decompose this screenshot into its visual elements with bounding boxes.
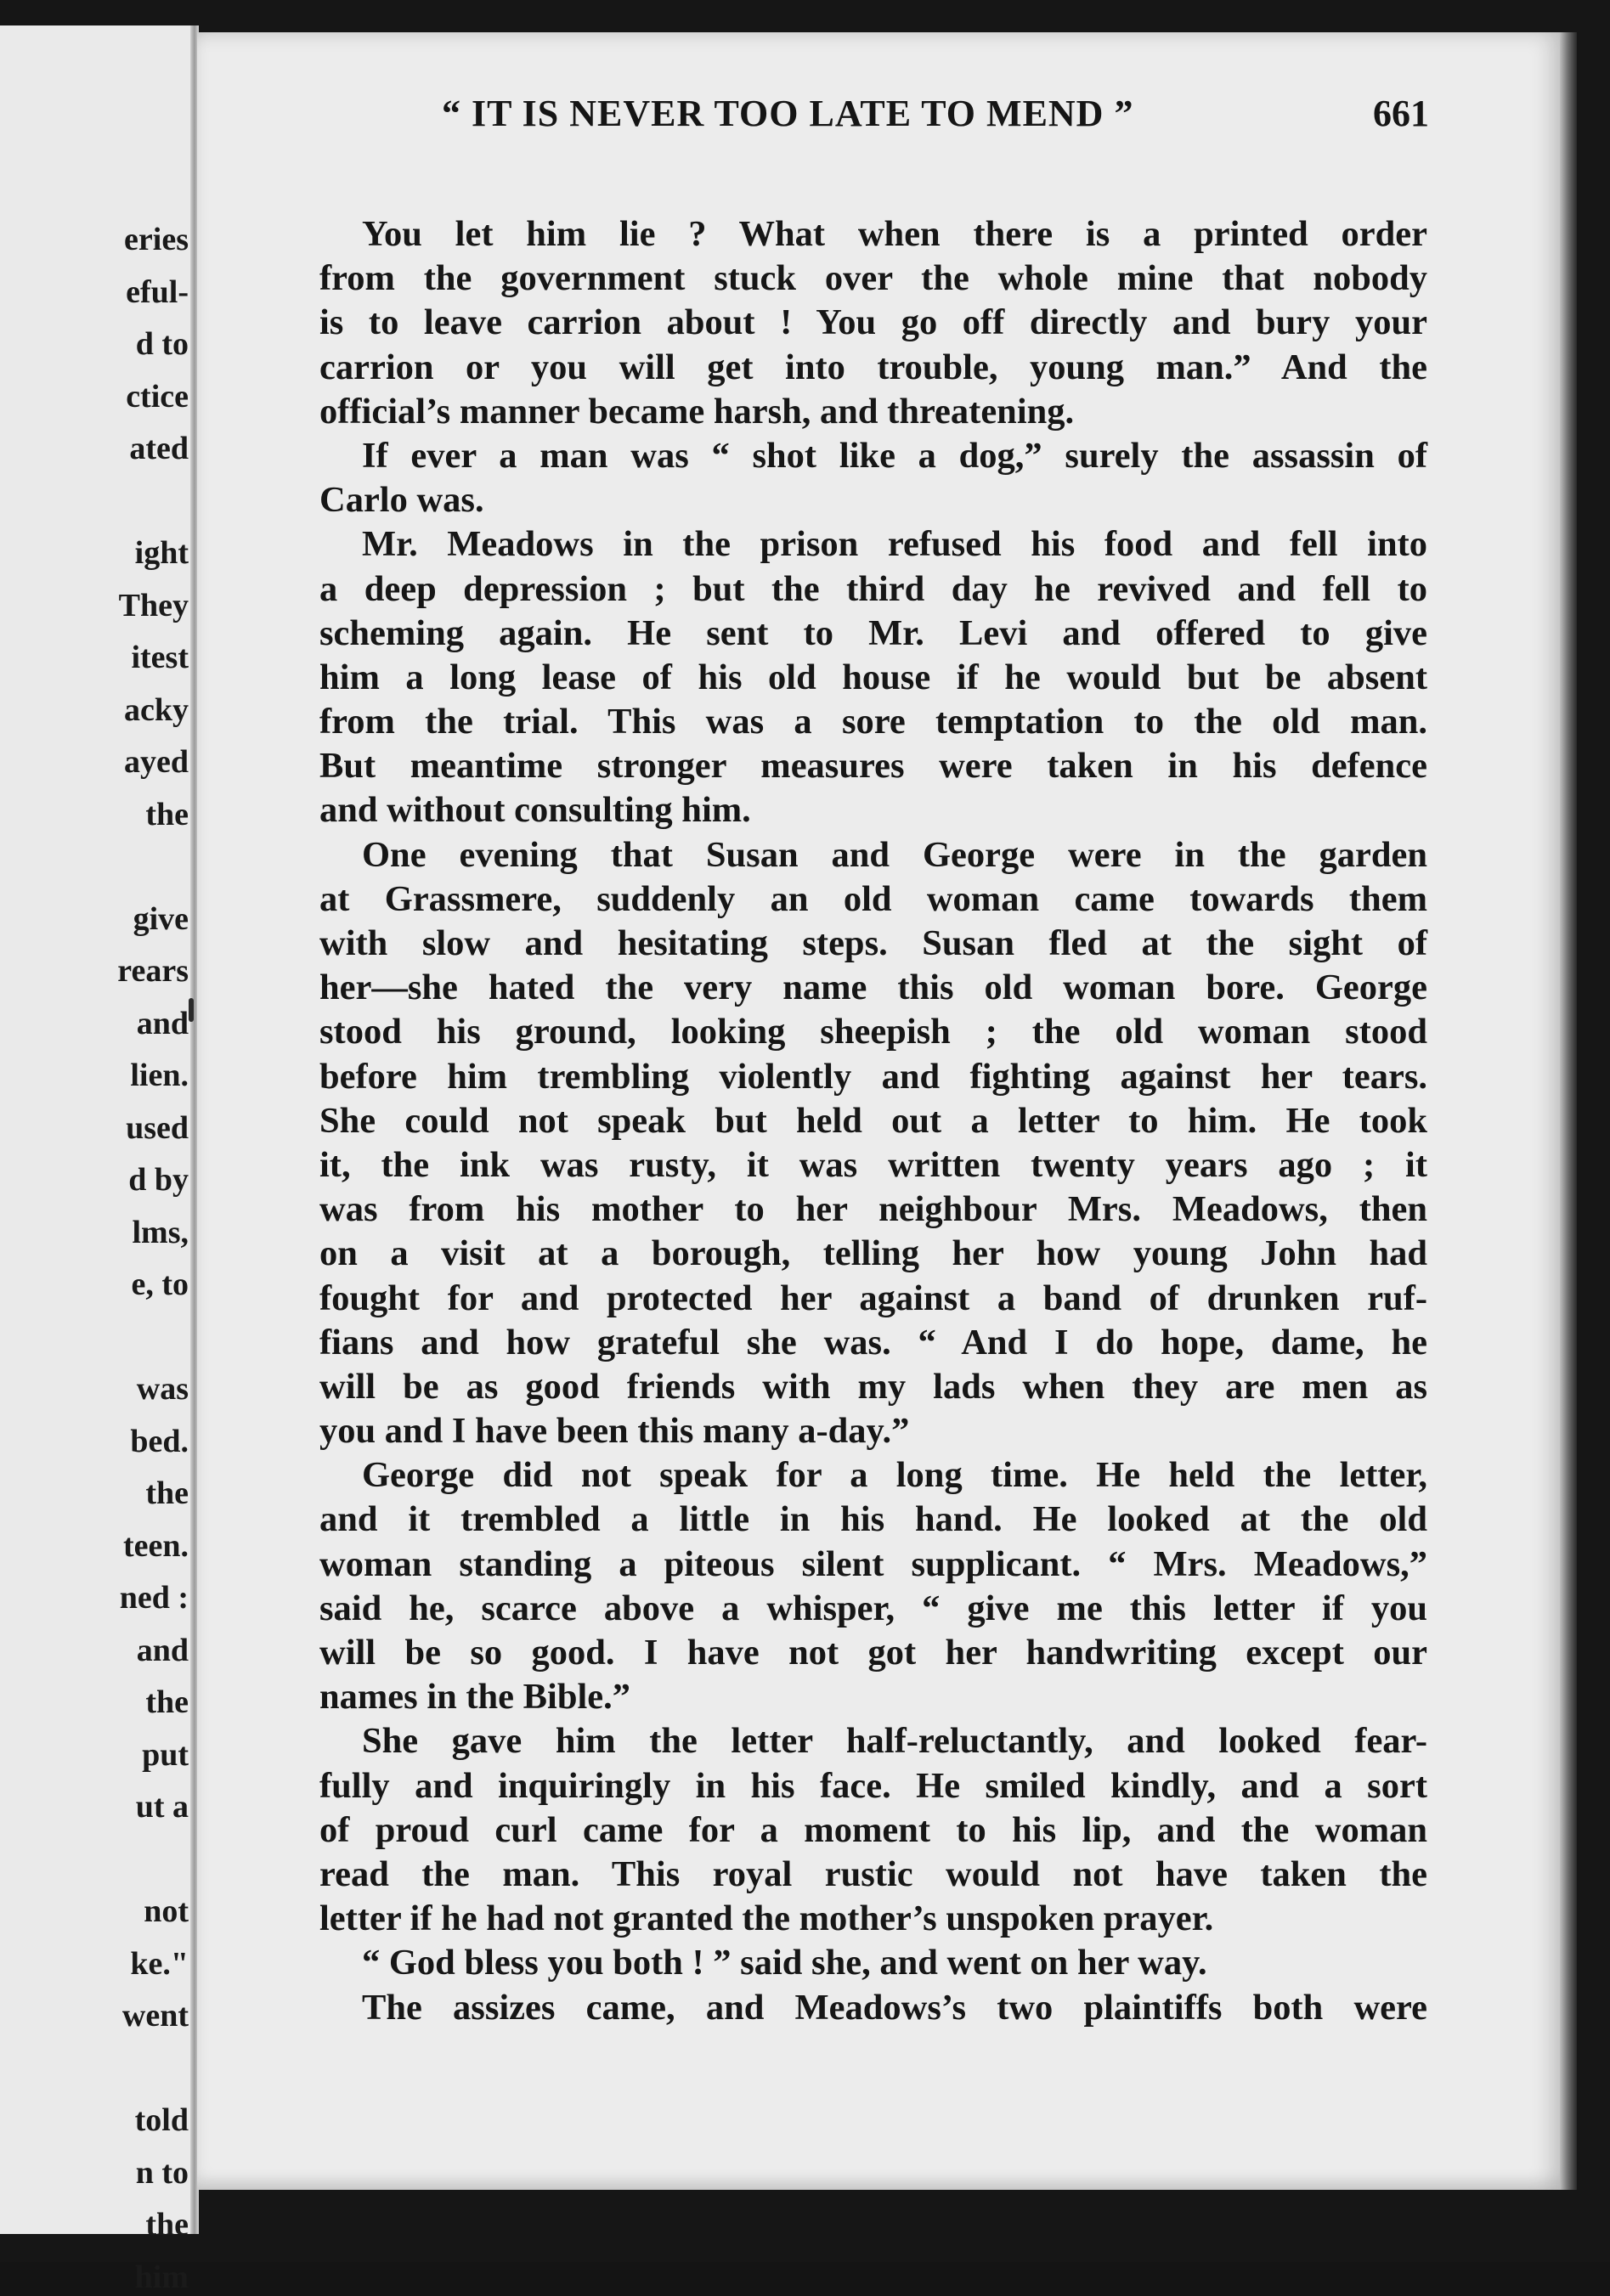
text-line: him a long lease of his old house if he would but be absent [319,657,1427,697]
facing-page-line: ke." [130,1945,189,1982]
running-header [246,92,1429,151]
facing-page-line: n to [135,2154,189,2191]
facing-page-line: him [134,2259,189,2295]
text-line: of proud curl came for a moment to his lip, and the woman [319,1809,1427,1850]
text-line: She gave him the letter half-reluctantly, and looked fear- [362,1721,1427,1762]
text-line: from the government stuck over the whole mine that nobody [319,258,1427,299]
text-line: names in the Bible.” [319,1677,631,1718]
text-line: said he, scarce above a whisper, “ give me this letter if you [319,1588,1427,1628]
facing-page-line: and [136,1632,189,1668]
margin-mark [189,998,194,1022]
text-line: from the trial. This was a sore temptation to the old man. [319,702,1427,742]
body-text [319,212,1427,2030]
text-line: fians and how grateful she was. “ And I do hope, dame, he [319,1322,1427,1362]
facing-page-line: d to [135,326,189,362]
text-line: before him trembling violently and fighting against her tears. [319,1056,1427,1097]
facing-page-line: d by [128,1162,189,1198]
facing-page-line: eries [124,222,189,257]
text-line: it, the ink was rusty, it was written twenty years ago ; it [319,1144,1427,1185]
text-line: her—she hated the very name this old woman bore. George [319,967,1427,1008]
text-line: read the man. This royal rustic would not have taken the [319,1853,1427,1894]
text-line: and without consulting him. [319,790,751,831]
facing-page-line: lien. [130,1058,189,1093]
text-line: a deep depression ; but the third day he revived and fell to [319,568,1427,609]
facing-page-fragment [0,25,194,2295]
facing-page-line: acky [124,691,189,728]
text-line: woman standing a piteous silent supplicant. “ Mrs. Meadows,” [319,1543,1427,1584]
facing-page-line: teen. [122,1527,189,1564]
text-line: “ God bless you both ! ” said she, and went on her way. [362,1943,1207,1983]
facing-page-line: lms, [132,1214,189,1250]
text-line: official’s manner became harsh, and threatening. [319,391,1075,432]
facing-page-line: the [145,1684,189,1720]
running-title: “ IT IS NEVER TOO LATE TO MEND ” [442,93,1134,134]
facing-page-line: was [136,1371,189,1407]
facing-page-line: rears [117,953,189,989]
facing-page-line: itest [131,640,189,675]
text-line: and it trembled a little in his hand. He looked at the old [319,1499,1427,1540]
text-line: will be so good. I have not got her handwriting except our [319,1633,1427,1673]
facing-page-line: the [145,796,189,832]
text-line: Carlo was. [319,480,484,521]
facing-page-line: the [145,1475,189,1511]
text-line: at Grassmere, suddenly an old woman came towards them [319,878,1427,919]
facing-page-line: e, to [131,1266,189,1302]
text-line: She could not speak but held out a letter to him. He took [319,1100,1427,1141]
facing-page-line: bed. [130,1423,189,1459]
text-line: Mr. Meadows in the prison refused his food and fell into [362,524,1427,565]
facing-page-line: went [121,1998,189,2034]
text-line: stood his ground, looking sheepish ; the old woman stood [319,1012,1427,1052]
facing-page-line: eful- [126,274,189,310]
facing-page-line: ayed [124,744,189,780]
text-line: You let him lie ? What when there is a printed order [362,214,1427,254]
facing-page-line: used [126,1109,189,1146]
text-line: The assizes came, and Meadows’s two plaintiffs both were [362,1987,1427,2028]
facing-page-line: ated [129,431,189,466]
text-line: George did not speak for a long time. He held the letter, [362,1455,1427,1496]
facing-page-line: not [144,1893,189,1929]
text-line: with slow and hesitating steps. Susan fled at the sight of [319,923,1427,963]
text-line: on a visit at a borough, telling her how young John had [319,1233,1427,1274]
facing-page-line: give [133,900,189,937]
text-line: you and I have been this many a-day.” [319,1411,910,1452]
facing-page-line: They [118,587,189,623]
text-line: If ever a man was “ shot like a dog,” surely the assassin of [362,435,1427,476]
text-line: will be as good friends with my lads when they are men as [319,1366,1427,1407]
text-line: is to leave carrion about ! You go off directly and bury your [319,302,1427,343]
facing-page-line: and [136,1005,189,1041]
facing-page-line: ight [134,535,189,571]
text-line: fought for and protected her against a band of drunken ruf- [319,1278,1427,1318]
facing-page-line: told [134,2102,189,2138]
text-line: scheming again. He sent to Mr. Levi and offered to give [319,612,1427,653]
text-line: fully and inquiringly in his face. He smiled kindly, and a sort [319,1765,1427,1806]
text-line: was from his mother to her neighbour Mrs. Meadows, then [319,1189,1427,1230]
page-number: 661 [1373,93,1429,134]
text-line: One evening that Susan and George were in the garden [362,834,1427,875]
page-edge-shadow [1560,32,1577,2190]
facing-page-line: ut a [135,1789,189,1825]
facing-page-line: ned : [119,1580,189,1616]
text-line: carrion or you will get into trouble, young man.” And the [319,347,1427,387]
facing-page-line: the [145,2207,189,2242]
text-line: But meantime stronger measures were taken in his defence [319,746,1427,787]
facing-page-line: ctice [126,378,189,415]
facing-page-line: put [142,1736,189,1773]
text-line: letter if he had not granted the mother’s unspoken prayer. [319,1898,1214,1939]
